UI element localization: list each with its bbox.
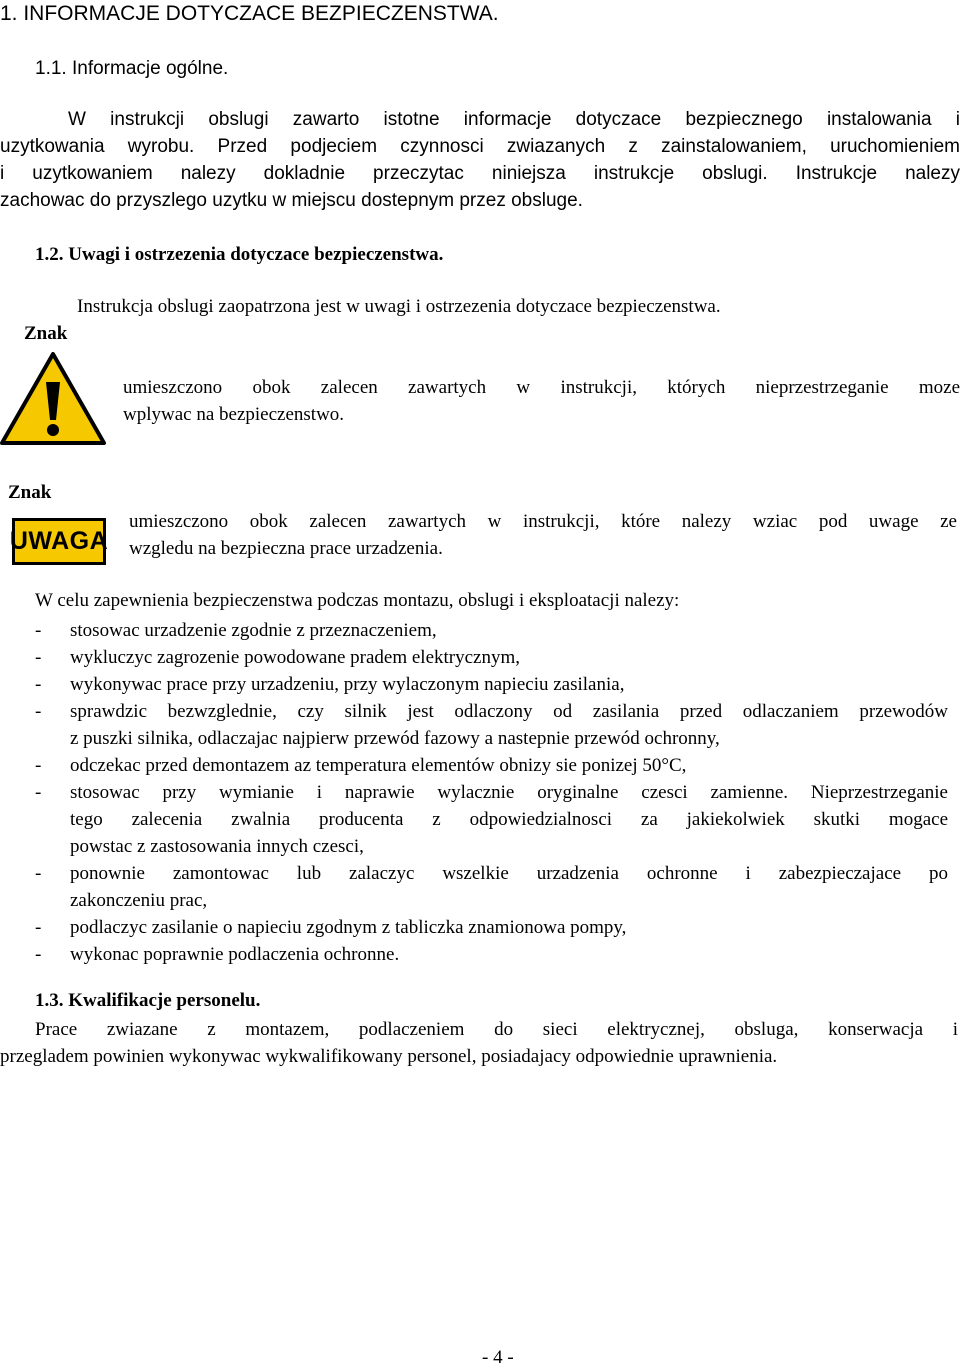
main-heading: 1. INFORMACJE DOTYCZACE BEZPIECZENSTWA. [0, 2, 499, 25]
sign2-description [129, 508, 957, 562]
list-dash: - [35, 863, 42, 884]
sign1-line: umieszczono obok zalecen zawartych w instrukcji, których nieprzestrzeganie moze [123, 377, 960, 398]
list-item-text [70, 779, 948, 860]
list-item [35, 671, 948, 698]
paragraph-line: W instrukcji obslugi zawarto istotne informacje dotyczace bezpiecznego instalowania i [68, 109, 960, 130]
paragraph-line: Prace zwiazane z montazem, podlaczeniem do sieci elektrycznej, obsluga, konserwacja i [35, 1019, 958, 1040]
list-item-text [70, 617, 948, 644]
list-item-line: wykluczyc zagrozenie powodowane pradem elektrycznym, [70, 647, 520, 668]
sign1-line: wplywac na bezpieczenstwo. [123, 404, 345, 425]
list-item-line: zakonczeniu prac, [70, 890, 208, 911]
paragraph-line: uzytkowania wyrobu. Przed podjeciem czynnosci zwiazanych z zainstalowaniem, uruchomieniem [0, 136, 960, 157]
section-1-1-title: 1.1. Informacje ogólne. [35, 58, 229, 79]
paragraph-line: przegladem powinien wykonywac wykwalifikowany personel, posiadajacy odpowiednie uprawnienia. [0, 1046, 778, 1067]
list-dash: - [35, 782, 42, 803]
list-item [35, 644, 948, 671]
section-1-1-paragraph [0, 106, 960, 214]
list-dash: - [35, 917, 42, 938]
list-item-text [70, 941, 948, 968]
list-item-text [70, 914, 948, 941]
list-item-text [70, 860, 948, 914]
sign2-label: Znak [8, 482, 52, 503]
safety-intro: W celu zapewnienia bezpieczenstwa podczas montazu, obslugi i eksploatacji nalezy: [35, 590, 680, 611]
list-item [35, 779, 948, 860]
section-1-2-title: 1.2. Uwagi i ostrzezenia dotyczace bezpieczenstwa. [35, 244, 444, 265]
list-item-text [70, 698, 948, 752]
list-dash: - [35, 755, 42, 776]
list-item-text [70, 671, 948, 698]
list-item-line: stosowac przy wymianie i naprawie wylacznie oryginalne czesci zamienne. Nieprzestrzeganie [70, 782, 948, 803]
list-item [35, 914, 948, 941]
paragraph-line: i uzytkowaniem nalezy dokladnie przeczytac niniejsza instrukcje obslugi. Instrukcje nalezy [0, 163, 960, 184]
list-item-text [70, 644, 948, 671]
list-dash: - [35, 701, 42, 722]
list-item-line: ponownie zamontowac lub zalaczyc wszelkie urzadzenia ochronne i zabezpieczajace po [70, 863, 948, 884]
paragraph-line: zachowac do przyszlego uzytku w miejscu dostepnym przez obsluge. [0, 190, 583, 211]
list-item [35, 752, 948, 779]
list-dash: - [35, 674, 42, 695]
list-item-line: tego zalecenia zwalnia producenta z odpowiedzialnosci za jakiekolwiek skutki mogace [70, 809, 948, 830]
list-item-line: wykonywac prace przy urzadzeniu, przy wylaczonym napieciu zasilania, [70, 674, 625, 695]
list-item [35, 941, 948, 968]
section-1-2-intro: Instrukcja obslugi zaopatrzona jest w uwagi i ostrzezenia dotyczace bezpieczenstwa. [77, 296, 721, 317]
list-item [35, 698, 948, 752]
list-item-line: powstac z zastosowania innych czesci, [70, 836, 364, 857]
sign1-description [123, 374, 960, 428]
list-item-line: z puszki silnika, odlaczajac najpierw przewód fazowy a nastepnie przewód ochronny, [70, 728, 720, 749]
list-item-line: stosowac urzadzenie zgodnie z przeznaczeniem, [70, 620, 437, 641]
list-item-line: podlaczyc zasilanie o napieciu zgodnym z tabliczka znamionowa pompy, [70, 917, 627, 938]
sign1-label: Znak [24, 323, 68, 344]
page-number: - 4 - [482, 1347, 514, 1368]
list-dash: - [35, 944, 42, 965]
sign2-line: wzgledu na bezpieczna prace urzadzenia. [129, 538, 443, 559]
list-item-line: wykonac poprawnie podlaczenia ochronne. [70, 944, 400, 965]
safety-list [35, 617, 948, 968]
uwaga-badge-text: UWAGA [9, 527, 109, 555]
list-item [35, 860, 948, 914]
section-1-3-title: 1.3. Kwalifikacje personelu. [35, 990, 261, 1011]
list-item [35, 617, 948, 644]
list-item-line: sprawdzic bezwzglednie, czy silnik jest odlaczony od zasilania przed odlaczaniem przewodów [70, 701, 948, 722]
uwaga-badge-icon [9, 518, 109, 565]
list-item-text [70, 752, 948, 779]
list-dash: - [35, 620, 42, 641]
list-item-line: odczekac przed demontazem az temperatura elementów obnizy sie ponizej 50°C, [70, 755, 687, 776]
list-dash: - [35, 647, 42, 668]
section-1-3-paragraph [0, 1016, 958, 1070]
warning-triangle-icon [0, 352, 106, 445]
sign2-line: umieszczono obok zalecen zawartych w instrukcji, które nalezy wziac pod uwage ze [129, 511, 957, 532]
